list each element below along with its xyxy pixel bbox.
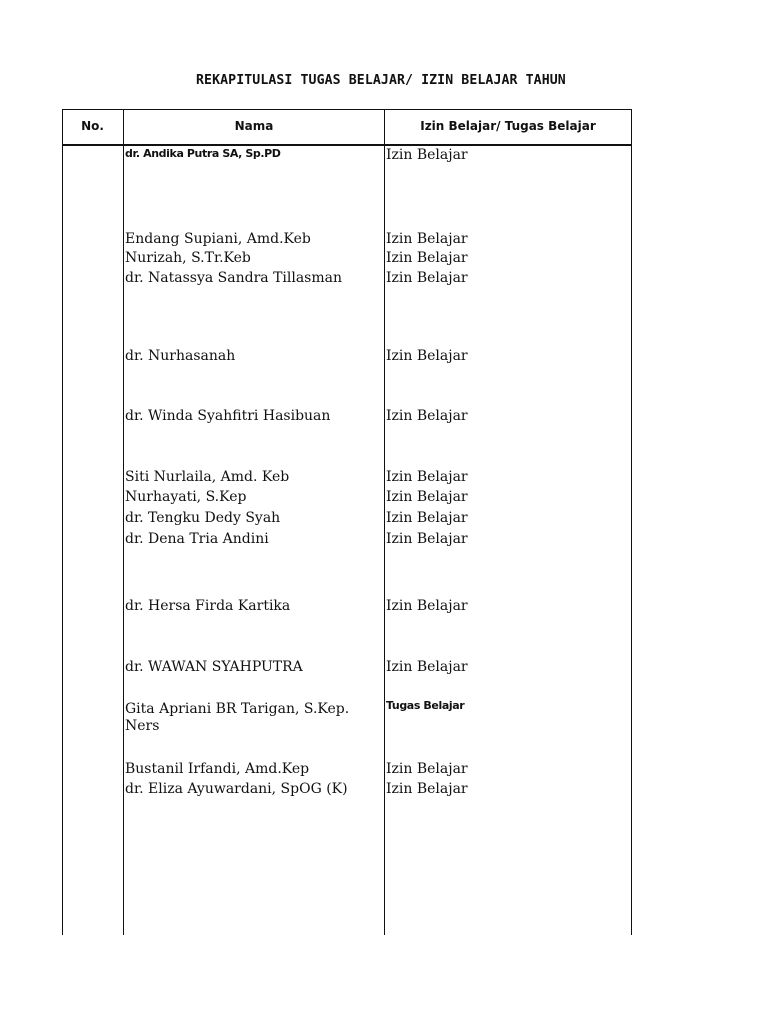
table-row-status: Izin Belajar	[386, 781, 468, 797]
recap-table	[62, 109, 632, 935]
table-row-nama: Gita Apriani BR Tarigan, S.Kep. Ners	[125, 701, 350, 734]
table-row-status: Tugas Belajar	[386, 699, 465, 712]
table-row-status: Izin Belajar	[386, 147, 468, 163]
table-row-nama: dr. Hersa Firda Kartika	[125, 598, 291, 614]
table-row-status: Izin Belajar	[386, 761, 468, 777]
table-row-nama: dr. Natassya Sandra Tillasman	[125, 270, 343, 286]
table-row-nama: dr. Eliza Ayuwardani, SpOG (K)	[125, 781, 348, 797]
table-row-nama: Siti Nurlaila, Amd. Keb	[125, 469, 290, 485]
table-row-status: Izin Belajar	[386, 489, 468, 505]
table-border-right	[631, 109, 632, 935]
table-row-nama: dr. Winda Syahfitri Hasibuan	[125, 408, 331, 424]
table-row-status: Izin Belajar	[386, 598, 468, 614]
document-title: REKAPITULASI TUGAS BELAJAR/ IZIN BELAJAR TAHUN	[196, 73, 566, 88]
table-row-nama: Nurizah, S.Tr.Keb	[125, 250, 251, 266]
table-row-status: Izin Belajar	[386, 231, 468, 247]
table-row-nama: dr. Tengku Dedy Syah	[125, 510, 281, 526]
table-row-status: Izin Belajar	[386, 250, 468, 266]
table-row-nama: dr. Dena Tria Andini	[125, 531, 269, 547]
header-nama: Nama	[234, 119, 274, 133]
table-row-nama: Bustanil Irfandi, Amd.Kep	[125, 761, 310, 777]
table-row-status: Izin Belajar	[386, 469, 468, 485]
table-row-status: Izin Belajar	[386, 270, 468, 286]
table-row-status: Izin Belajar	[386, 408, 468, 424]
table-row-status: Izin Belajar	[386, 510, 468, 526]
column-divider-no	[123, 109, 124, 935]
table-row-nama: Nurhayati, S.Kep	[125, 489, 247, 505]
header-status: Izin Belajar/ Tugas Belajar	[420, 119, 596, 133]
table-row-status: Izin Belajar	[386, 348, 468, 364]
table-row-nama: dr. Andika Putra SA, Sp.PD	[125, 147, 281, 160]
table-border-left	[62, 109, 63, 935]
header-no: No.	[81, 119, 104, 133]
table-row-nama: Endang Supiani, Amd.Keb	[125, 231, 311, 247]
table-row-status: Izin Belajar	[386, 531, 468, 547]
table-row-nama: dr. WAWAN SYAHPUTRA	[125, 659, 303, 675]
table-row-status: Izin Belajar	[386, 659, 468, 675]
table-row-nama: dr. Nurhasanah	[125, 348, 236, 364]
column-divider-nama	[384, 109, 385, 935]
